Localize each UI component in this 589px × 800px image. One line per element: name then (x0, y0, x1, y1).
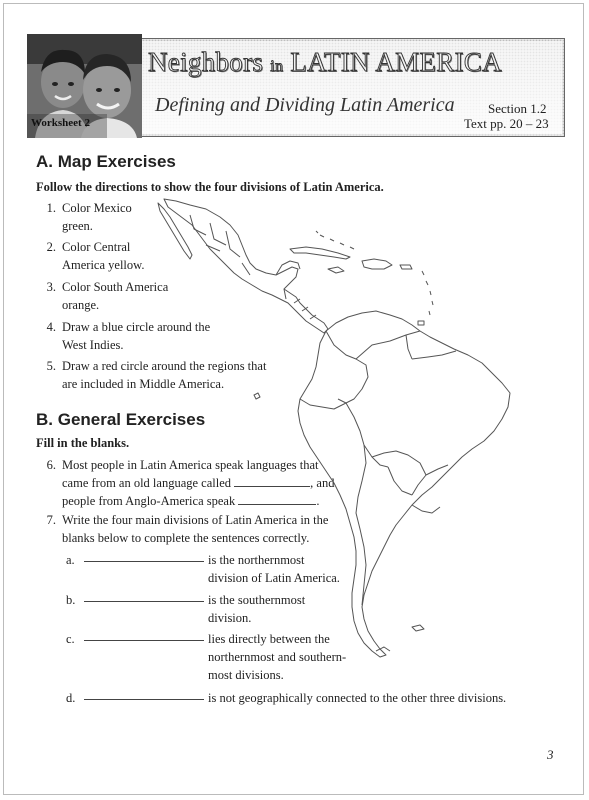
item-text: came from an old language called (62, 476, 232, 490)
item-line: Color South America (62, 280, 169, 294)
item-text: . (316, 494, 320, 508)
item-line: Color Mexico (62, 201, 132, 215)
item-line: division of Latin America. (208, 571, 340, 585)
item-number: 5. (46, 359, 56, 373)
item-line: most divisions. (208, 668, 284, 682)
text-pages: Text pp. 20 – 23 (464, 116, 549, 131)
answer-blank[interactable] (84, 689, 204, 700)
subitem-letter: a. (66, 553, 75, 567)
item-line: West Indies. (62, 338, 124, 352)
item-line: are included in Middle America. (62, 377, 225, 391)
series-title-part2: LATIN AMERICA (283, 47, 502, 77)
item-number: 7. (46, 513, 56, 527)
item-number: 4. (46, 320, 56, 334)
series-title (148, 47, 502, 78)
series-title-in: in (270, 58, 284, 75)
item-line: Color Central (62, 240, 131, 254)
subitem-letter: d. (66, 691, 76, 705)
item-line: Draw a blue circle around the (62, 320, 211, 334)
worksheet-subtitle: Defining and Dividing Latin America (155, 94, 455, 116)
item-line: northernmost and southern- (208, 650, 347, 664)
item-line: Write the four main divisions of Latin America in the (62, 513, 329, 527)
item-number: 3. (46, 280, 56, 294)
item-line: division. (208, 611, 252, 625)
worksheet-label: Worksheet 2 (31, 117, 90, 129)
item-line: Draw a red circle around the regions that (62, 359, 267, 373)
section-number: Section 1.2 (488, 101, 547, 116)
item-number: 1. (46, 201, 56, 215)
item-line: blanks below to complete the sentences correctly. (62, 531, 310, 545)
section-a-instruction: Follow the directions to show the four divisions of Latin America. (36, 180, 384, 194)
item-text: people from Anglo-America speak (62, 494, 236, 508)
latin-america-outline-map (150, 195, 560, 665)
subitem-letter: c. (66, 632, 75, 646)
item-line: America yellow. (62, 258, 145, 272)
section-a-heading: A. Map Exercises (36, 152, 176, 171)
item-number: 6. (46, 458, 56, 472)
item-line: is the northernmost (208, 553, 305, 567)
page-number: 3 (547, 747, 554, 762)
item-text: , and (310, 476, 335, 490)
item-line: green. (62, 219, 93, 233)
item-line: is the southernmost (208, 593, 306, 607)
series-title-part1: Neighbors (148, 47, 271, 77)
section-b-instruction: Fill in the blanks. (36, 436, 130, 450)
section-b-heading: B. General Exercises (36, 410, 206, 429)
item-line: Most people in Latin America speak languages that (62, 458, 319, 472)
item-line: is not geographically connected to the other three divisions. (208, 691, 507, 705)
item-line: orange. (62, 298, 100, 312)
item-number: 2. (46, 240, 56, 254)
item-line: lies directly between the (208, 632, 330, 646)
subitem-letter: b. (66, 593, 76, 607)
